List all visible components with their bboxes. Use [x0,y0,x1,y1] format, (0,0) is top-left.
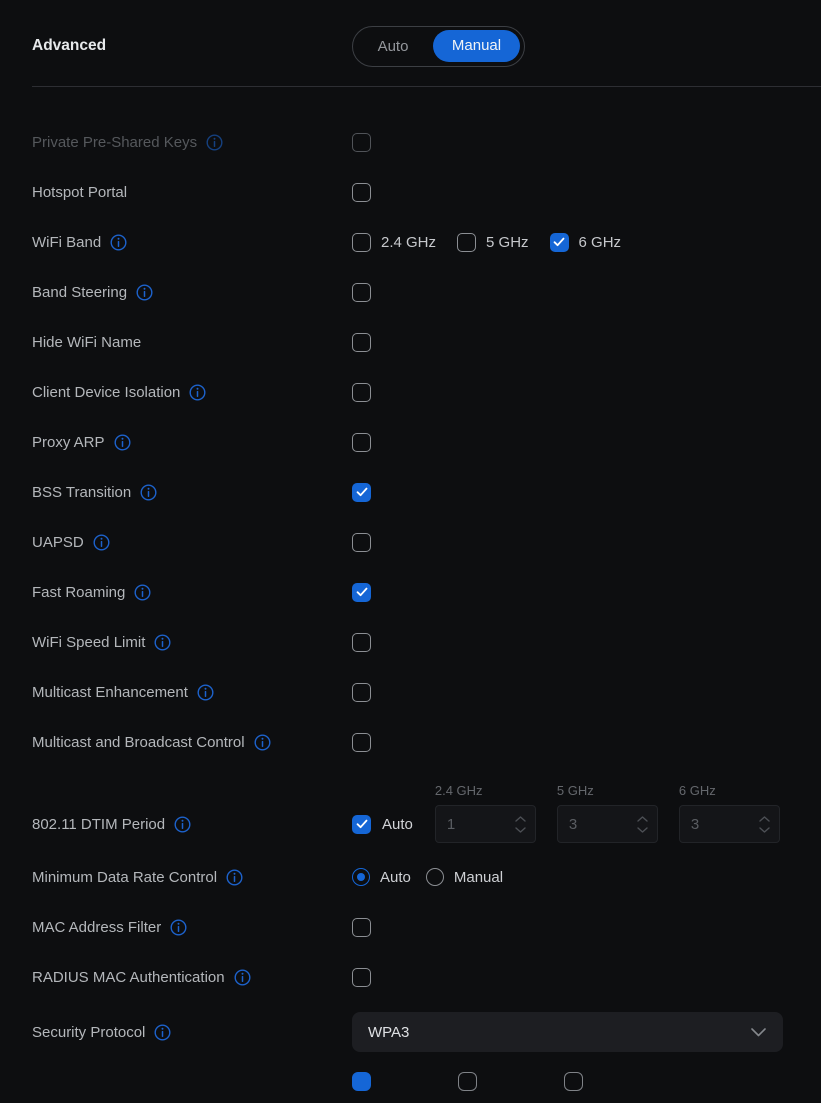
row-client-device-isolation [32,367,821,417]
option-label: 6 GHz [578,233,622,251]
row-radius-mac-authentication [32,952,821,1002]
row-hide-wifi-name [32,317,821,367]
check-icon [356,819,368,829]
row-mac-address-filter [32,902,821,952]
radio-auto[interactable] [352,868,370,886]
band-steering-checkbox[interactable] [352,283,371,302]
setting-label: WiFi Speed Limit [32,633,146,651]
info-icon[interactable] [226,869,243,886]
stepper-up-icon[interactable] [515,816,526,822]
dtim-input-6ghz-group [679,783,780,843]
multicast-enhancement-checkbox[interactable] [352,683,371,702]
chevron-down-icon [751,1028,766,1037]
stepper [759,816,770,833]
checkbox-5ghz[interactable] [457,233,476,252]
radius-mac-authentication-checkbox[interactable] [352,968,371,987]
dtim-5ghz-value: 3 [568,815,578,833]
min-rate-option-auto [352,868,411,886]
bss-transition-checkbox[interactable] [352,483,371,502]
row-security-protocol [32,1002,821,1062]
fast-roaming-checkbox[interactable] [352,583,371,602]
setting-label: BSS Transition [32,483,132,501]
advanced-header [32,26,821,66]
row-fast-roaming [32,567,821,617]
setting-label: MAC Address Filter [32,918,162,936]
info-icon[interactable] [189,384,206,401]
row-wifi-speed-limit [32,617,821,667]
info-icon[interactable] [140,484,157,501]
wifi-band-option-6ghz [550,233,622,252]
dtim-band-label: 6 GHz [678,783,716,798]
cut-off-checkbox-selected[interactable] [352,1072,371,1091]
row-wifi-band [32,217,821,267]
dtim-24ghz-input[interactable] [435,805,536,843]
stepper-down-icon[interactable] [759,827,770,833]
security-protocol-dropdown[interactable] [352,1012,783,1052]
stepper-down-icon[interactable] [637,827,648,833]
wifi-band-option-5ghz [457,233,529,252]
setting-label: Hide WiFi Name [32,333,142,351]
setting-label: UAPSD [32,533,84,551]
check-icon [553,237,565,247]
check-icon [356,487,368,497]
stepper [637,816,648,833]
setting-label: Minimum Data Rate Control [32,868,218,886]
checkbox-6ghz[interactable] [550,233,569,252]
checkbox-24ghz[interactable] [352,233,371,252]
setting-label: Fast Roaming [32,583,126,601]
cut-off-row [352,1072,821,1091]
setting-label: Client Device Isolation [32,383,181,401]
setting-label: Security Protocol [32,1023,146,1041]
section-title: Advanced [32,37,107,54]
info-icon[interactable] [110,234,127,251]
info-icon[interactable] [93,534,110,551]
info-icon[interactable] [206,134,223,151]
mac-address-filter-checkbox[interactable] [352,918,371,937]
dtim-auto-group [352,813,413,835]
row-dtim-period [32,783,821,843]
info-icon[interactable] [114,434,131,451]
row-proxy-arp [32,417,821,467]
radio-label: Auto [380,868,411,886]
dtim-6ghz-value: 3 [690,815,700,833]
dtim-5ghz-input[interactable] [557,805,658,843]
row-bss-transition [32,467,821,517]
info-icon[interactable] [170,919,187,936]
auto-manual-toggle [352,26,525,67]
wifi-speed-limit-checkbox[interactable] [352,633,371,652]
row-band-steering [32,267,821,317]
radio-label: Manual [453,868,504,886]
setting-label: Multicast and Broadcast Control [32,733,245,751]
dtim-auto-checkbox[interactable] [352,815,371,834]
setting-label: RADIUS MAC Authentication [32,968,225,986]
setting-label: Multicast Enhancement [32,683,188,701]
toggle-option-auto[interactable]: Auto [377,37,409,55]
hide-wifi-name-checkbox[interactable] [352,333,371,352]
setting-label: Band Steering [32,283,128,301]
advanced-settings-panel [0,26,821,1091]
info-icon[interactable] [174,816,191,833]
wifi-band-option-24ghz [352,233,436,252]
info-icon[interactable] [254,734,271,751]
stepper-up-icon[interactable] [759,816,770,822]
cut-off-checkbox[interactable] [564,1072,583,1091]
proxy-arp-checkbox[interactable] [352,433,371,452]
cut-off-checkbox[interactable] [458,1072,477,1091]
dtim-band-label: 5 GHz [556,783,594,798]
dtim-24ghz-value: 1 [446,815,456,833]
client-device-isolation-checkbox[interactable] [352,383,371,402]
setting-label: 802.11 DTIM Period [32,815,166,833]
stepper [515,816,526,833]
uapsd-checkbox[interactable] [352,533,371,552]
dtim-6ghz-input[interactable] [679,805,780,843]
row-hotspot-portal [32,167,821,217]
info-icon[interactable] [197,684,214,701]
dtim-input-5ghz-group [557,783,658,843]
option-label: 2.4 GHz [381,233,437,251]
info-icon[interactable] [154,634,171,651]
check-icon [356,587,368,597]
info-icon[interactable] [234,969,251,986]
option-label: 5 GHz [486,233,529,251]
setting-label: Private Pre-Shared Keys [32,133,198,151]
row-multicast-broadcast-control [32,717,821,767]
min-rate-option-manual [426,868,503,886]
dtim-auto-label: Auto [382,815,413,833]
row-minimum-data-rate-control [32,852,821,902]
stepper-up-icon[interactable] [637,816,648,822]
radio-manual[interactable] [426,868,444,886]
info-icon[interactable] [154,1024,171,1041]
setting-label: Proxy ARP [32,433,105,451]
setting-label: Hotspot Portal [32,183,128,201]
info-icon[interactable] [134,584,151,601]
row-multicast-enhancement [32,667,821,717]
private-pre-shared-keys-checkbox[interactable] [352,133,371,152]
dtim-band-label: 2.4 GHz [434,783,483,798]
row-uapsd [32,517,821,567]
section-divider [32,86,821,87]
row-private-pre-shared-keys [32,117,821,167]
setting-label: WiFi Band [32,233,102,251]
info-icon[interactable] [136,284,153,301]
security-protocol-value: WPA3 [368,1023,410,1041]
multicast-broadcast-control-checkbox[interactable] [352,733,371,752]
hotspot-portal-checkbox[interactable] [352,183,371,202]
dtim-input-24ghz-group [435,783,536,843]
stepper-down-icon[interactable] [515,827,526,833]
toggle-option-manual[interactable]: Manual [433,30,520,62]
